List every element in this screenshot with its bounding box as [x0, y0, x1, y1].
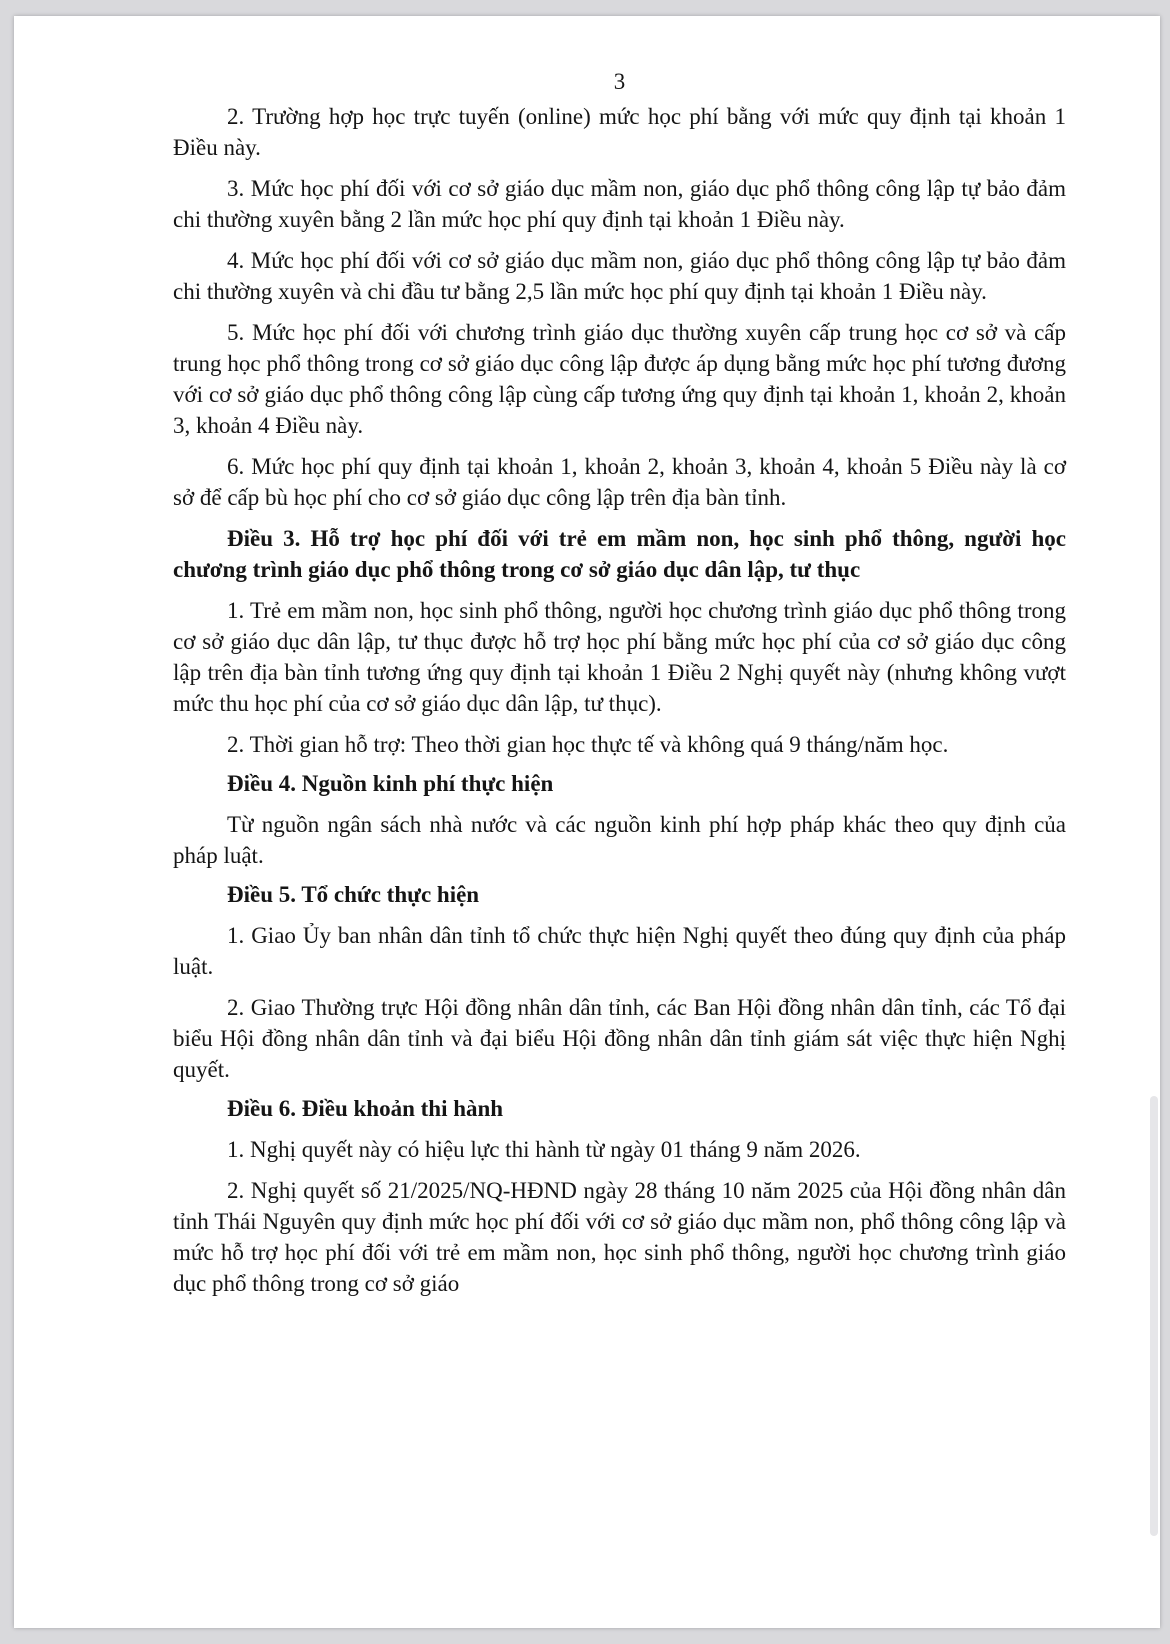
paragraph-dieu2-khoan5: 5. Mức học phí đối với chương trình giáo dục thường xuyên cấp trung học cơ sở và cấp trung học phổ thông trong cơ sở giáo dục công lập được áp dụng bằng mức học phí tương đương với cơ sở giáo dục phổ thông công lập cùng cấp tương ứng quy định tại khoản 1, khoản 2, khoản 3, khoản 4 Điều này. — [173, 320, 1066, 438]
heading-dieu4: Điều 4. Nguồn kinh phí thực hiện — [227, 771, 554, 796]
paragraph-dieu4: Từ nguồn ngân sách nhà nước và các nguồn kinh phí hợp pháp khác theo quy định của pháp luật. — [173, 812, 1066, 868]
page-content — [173, 68, 1066, 1309]
heading-dieu5: Điều 5. Tổ chức thực hiện — [227, 882, 480, 907]
paragraph-dieu3-khoan1: 1. Trẻ em mầm non, học sinh phổ thông, người học chương trình giáo dục phổ thông trong cơ sở giáo dục dân lập, tư thục được hỗ trợ học phí bằng mức học phí của cơ sở giáo dục công lập trên địa bàn tỉnh tương ứng quy định tại khoản 1 Điều 2 Nghị quyết này (nhưng không vượt mức thu học phí của cơ sở giáo dục dân lập, tư thục). — [173, 598, 1066, 716]
paragraph-dieu6-khoan1: 1. Nghị quyết này có hiệu lực thi hành từ ngày 01 tháng 9 năm 2026. — [227, 1137, 861, 1162]
paragraph-dieu5-khoan1: 1. Giao Ủy ban nhân dân tỉnh tổ chức thực hiện Nghị quyết theo đúng quy định của pháp luật. — [173, 923, 1066, 979]
heading-dieu6: Điều 6. Điều khoản thi hành — [227, 1096, 504, 1121]
paragraph-dieu2-khoan6: 6. Mức học phí quy định tại khoản 1, khoản 2, khoản 3, khoản 4, khoản 5 Điều này là cơ sở để cấp bù học phí cho cơ sở giáo dục công lập trên địa bàn tỉnh. — [173, 454, 1066, 510]
heading-dieu3: Điều 3. Hỗ trợ học phí đối với trẻ em mầm non, học sinh phổ thông, người học chương trình giáo dục phổ thông trong cơ sở giáo dục dân lập, tư thục — [173, 526, 1066, 582]
paragraph-dieu5-khoan2: 2. Giao Thường trực Hội đồng nhân dân tỉnh, các Ban Hội đồng nhân dân tỉnh, các Tổ đại biểu Hội đồng nhân dân tỉnh và đại biểu Hội đồng nhân dân tỉnh giám sát việc thực hiện Nghị quyết. — [173, 995, 1066, 1082]
document-page — [14, 16, 1160, 1628]
paragraph-dieu2-khoan3: 3. Mức học phí đối với cơ sở giáo dục mầm non, giáo dục phổ thông công lập tự bảo đảm chi thường xuyên bằng 2 lần mức học phí quy định tại khoản 1 Điều này. — [173, 176, 1066, 232]
scrollbar[interactable] — [1150, 1096, 1158, 1536]
paragraph-dieu2-khoan4: 4. Mức học phí đối với cơ sở giáo dục mầm non, giáo dục phổ thông công lập tự bảo đảm chi thường xuyên và chi đầu tư bằng 2,5 lần mức học phí quy định tại khoản 1 Điều này. — [173, 248, 1066, 304]
paragraph-dieu6-khoan2: 2. Nghị quyết số 21/2025/NQ-HĐND ngày 28 tháng 10 năm 2025 của Hội đồng nhân dân tỉnh Thái Nguyên quy định mức học phí đối với cơ sở giáo dục mầm non, phổ thông công lập và mức hỗ trợ học phí đối với trẻ em mầm non, học sinh phổ thông, người học chương trình giáo dục phổ thông trong cơ sở giáo — [173, 1178, 1066, 1296]
page-number: 3 — [613, 69, 626, 94]
paragraph-dieu2-khoan2: 2. Trường hợp học trực tuyến (online) mức học phí bằng với mức quy định tại khoản 1 Điều này. — [173, 104, 1066, 160]
paragraph-dieu3-khoan2: 2. Thời gian hỗ trợ: Theo thời gian học thực tế và không quá 9 tháng/năm học. — [227, 732, 949, 757]
